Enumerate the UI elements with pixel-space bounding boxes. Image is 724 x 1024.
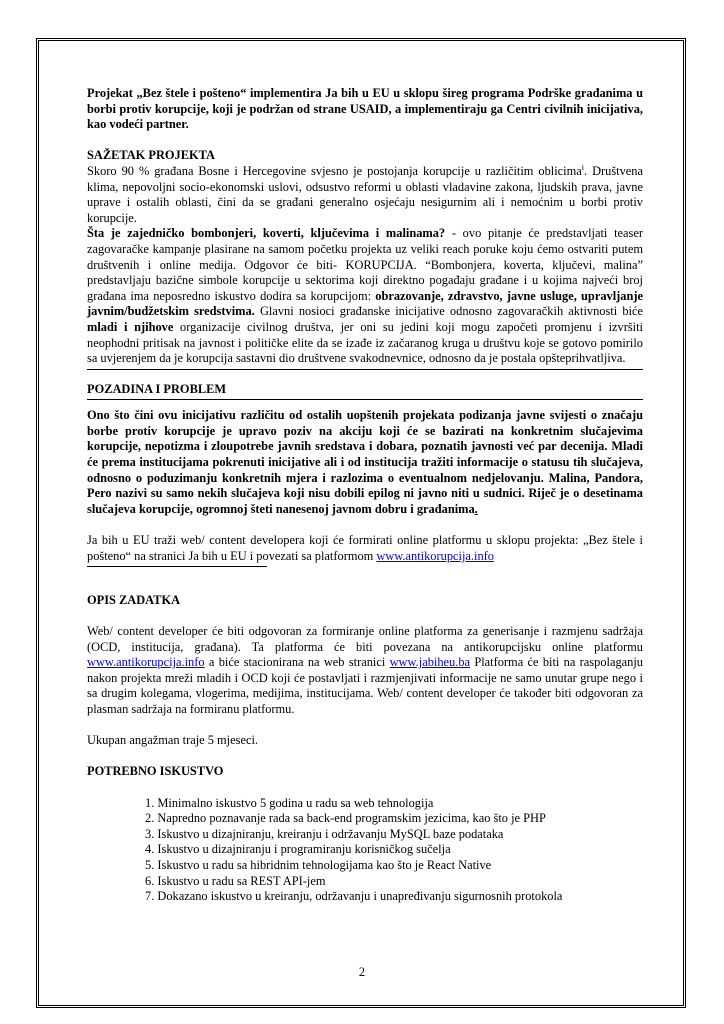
list-item: 4. Iskustvo u dizajniranju i programiranju korisničkog sučelja bbox=[145, 842, 451, 857]
antikorupcija-link[interactable]: www.antikorupcija.info bbox=[376, 548, 494, 563]
page-number: 2 bbox=[358, 965, 366, 979]
background-heading: POZADINA I PROBLEM bbox=[87, 381, 227, 396]
experience-list bbox=[87, 796, 643, 905]
task-paragraph-1: Web/ content developer će biti odgovoran za formiranje online platforma za generisanje i razmjenu sadržaja (OCD, institucija, građana). Ta platforma će biti povezana na antikorupcijsku online platformu www.antikorupcija.info a biće stacionirana na web stranici www.jabiheu.ba Platforma će biti na raspolaganju nakon projekta mreži mladih i OCD koji će postavljati i razmjenjivati informacije ne samo unutar grupe nego i sa drugim kolegama, vlogerima, medijima, institucijama. Web/ content developer će također biti odgovoran za plasman sadržaja na formiranu platformu. bbox=[87, 624, 643, 716]
background-paragraph-2: Ja bih u EU traži web/ content developera koji će formirati online platformu u sklopu projekta: „Bez štele i pošteno“ na stranici Ja bih u EU i povezati sa platformom www.antikorupcija.info bbox=[87, 533, 643, 563]
list-item: 2. Napredno poznavanje rada sa back-end programskim jezicima, kao što je PHP bbox=[145, 811, 546, 826]
antikorupcija-link[interactable]: www.antikorupcija.info bbox=[87, 655, 205, 670]
summary-paragraph-2: Šta je zajedničko bombonjeri, koverti, ključevima i malinama? - ovo pitanje će predstavljati teaser zagovaračke kampanje plasirane na samom početku projekta uz veliki reach poruke koju ćemo ostvariti putem društvenih i online medija. Odgovor će biti- KORUPCIJA. “Bombonjera, koverta, ključevi, malina” predstavljaju bazične simbole korupcije u sektorima koji direktno pogađaju građane i u kojima najveći broj građana ima neposredno iskustvo dodira sa korupcijom: obrazovanje, zdravstvo, javne usluge, upravljanje javnim/budžetskim sredstvima. Glavni nosioci građanske inicijative odnosno zagovaračkih aktivnosti biće mladi i njihove organizacije civilnog društva, jer oni su jedini koji mogu započeti promjenu i izvršiti neophodni pritisak na javnost i političke elite da se izađe iz začaranog kruga u društvu koje se gotovo pomirilo sa uvjerenjem da je korupcija sastavni dio društvene svakodnevnice, odnosno da je postala opšteprihvatljiva. bbox=[87, 226, 644, 366]
background-bold-paragraph: Ono što čini ovu inicijativu različitu od ostalih uopštenih projekata podizanja javne svijesti o značaju borbe protiv korupcije je upravo poziv na akciju koji će se bazirati na konkretnim slučajevima korupcije, nepotizma i zloupotrebe javnih sredstava i dobara, poznatih javnosti već par decenija. Mladi će prema institucijama pokrenuti inicijative ali i od institucija tražiti informacije o statusu tih slučajeva, odnosno o poduzimanju konkretnih mjera i razlozima o eventualnom nedjelovanju. Malina, Pandora, Pero nazivi su samo nekih slučajeva koji nisu dobili epilog ni javno niti u sudnici. Riječ je o desetinama slučajeva korupcije, ogromnoj šteti nanesenoj javnom dobru i građanima. bbox=[87, 408, 643, 516]
list-item: 7. Dokazano iskustvo u kreiranju, održavanju i unapređivanju sigurnosnih protokola bbox=[145, 889, 563, 904]
task-paragraph-2: Ukupan angažman traje 5 mjeseci. bbox=[87, 733, 258, 748]
list-item: 3. Iskustvo u dizajniranju, kreiranju i održavanju MySQL baze podataka bbox=[145, 826, 504, 841]
list-item: 5. Iskustvo u radu sa hibridnim tehnologijama kao što je React Native bbox=[145, 857, 492, 872]
intro-paragraph: Projekat „Bez štele i pošteno“ implementira Ja bih u EU u sklopu šireg programa Podrške građanima u borbi protiv korupcije, koji je podržan od strane USAID, a implementiraju ga Centri civilnih inicijativa, kao vodeći partner. bbox=[87, 86, 643, 132]
list-item: 1. Minimalno iskustvo 5 godina u radu sa web tehnologija bbox=[145, 795, 434, 810]
jabiheu-link[interactable]: www.jabiheu.ba bbox=[389, 655, 471, 670]
experience-heading: POTREBNO ISKUSTVO bbox=[87, 764, 224, 779]
summary-heading: SAŽETAK PROJEKTA bbox=[87, 148, 215, 163]
summary-paragraph-1: Skoro 90 % građana Bosne i Hercegovine svjesno je postojanja korupcije u različitim oblicima$^i$. Društvena klima, nepovoljni socio-ekonomski uslovi, odsustvo reformi u oblasti vladavine zakona, ljudskih prava, javne uprave i ostalih oblasti, čini da se građani generalno osjećaju nesigurnim ali i nemoćnim u borbi protiv korupcije. bbox=[87, 162, 643, 225]
list-item: 6. Iskustvo u radu sa REST API-jem bbox=[145, 873, 326, 888]
endnote-marker[interactable]: i bbox=[581, 162, 584, 172]
document-body bbox=[87, 86, 643, 905]
task-heading: OPIS ZADATKA bbox=[87, 592, 181, 607]
